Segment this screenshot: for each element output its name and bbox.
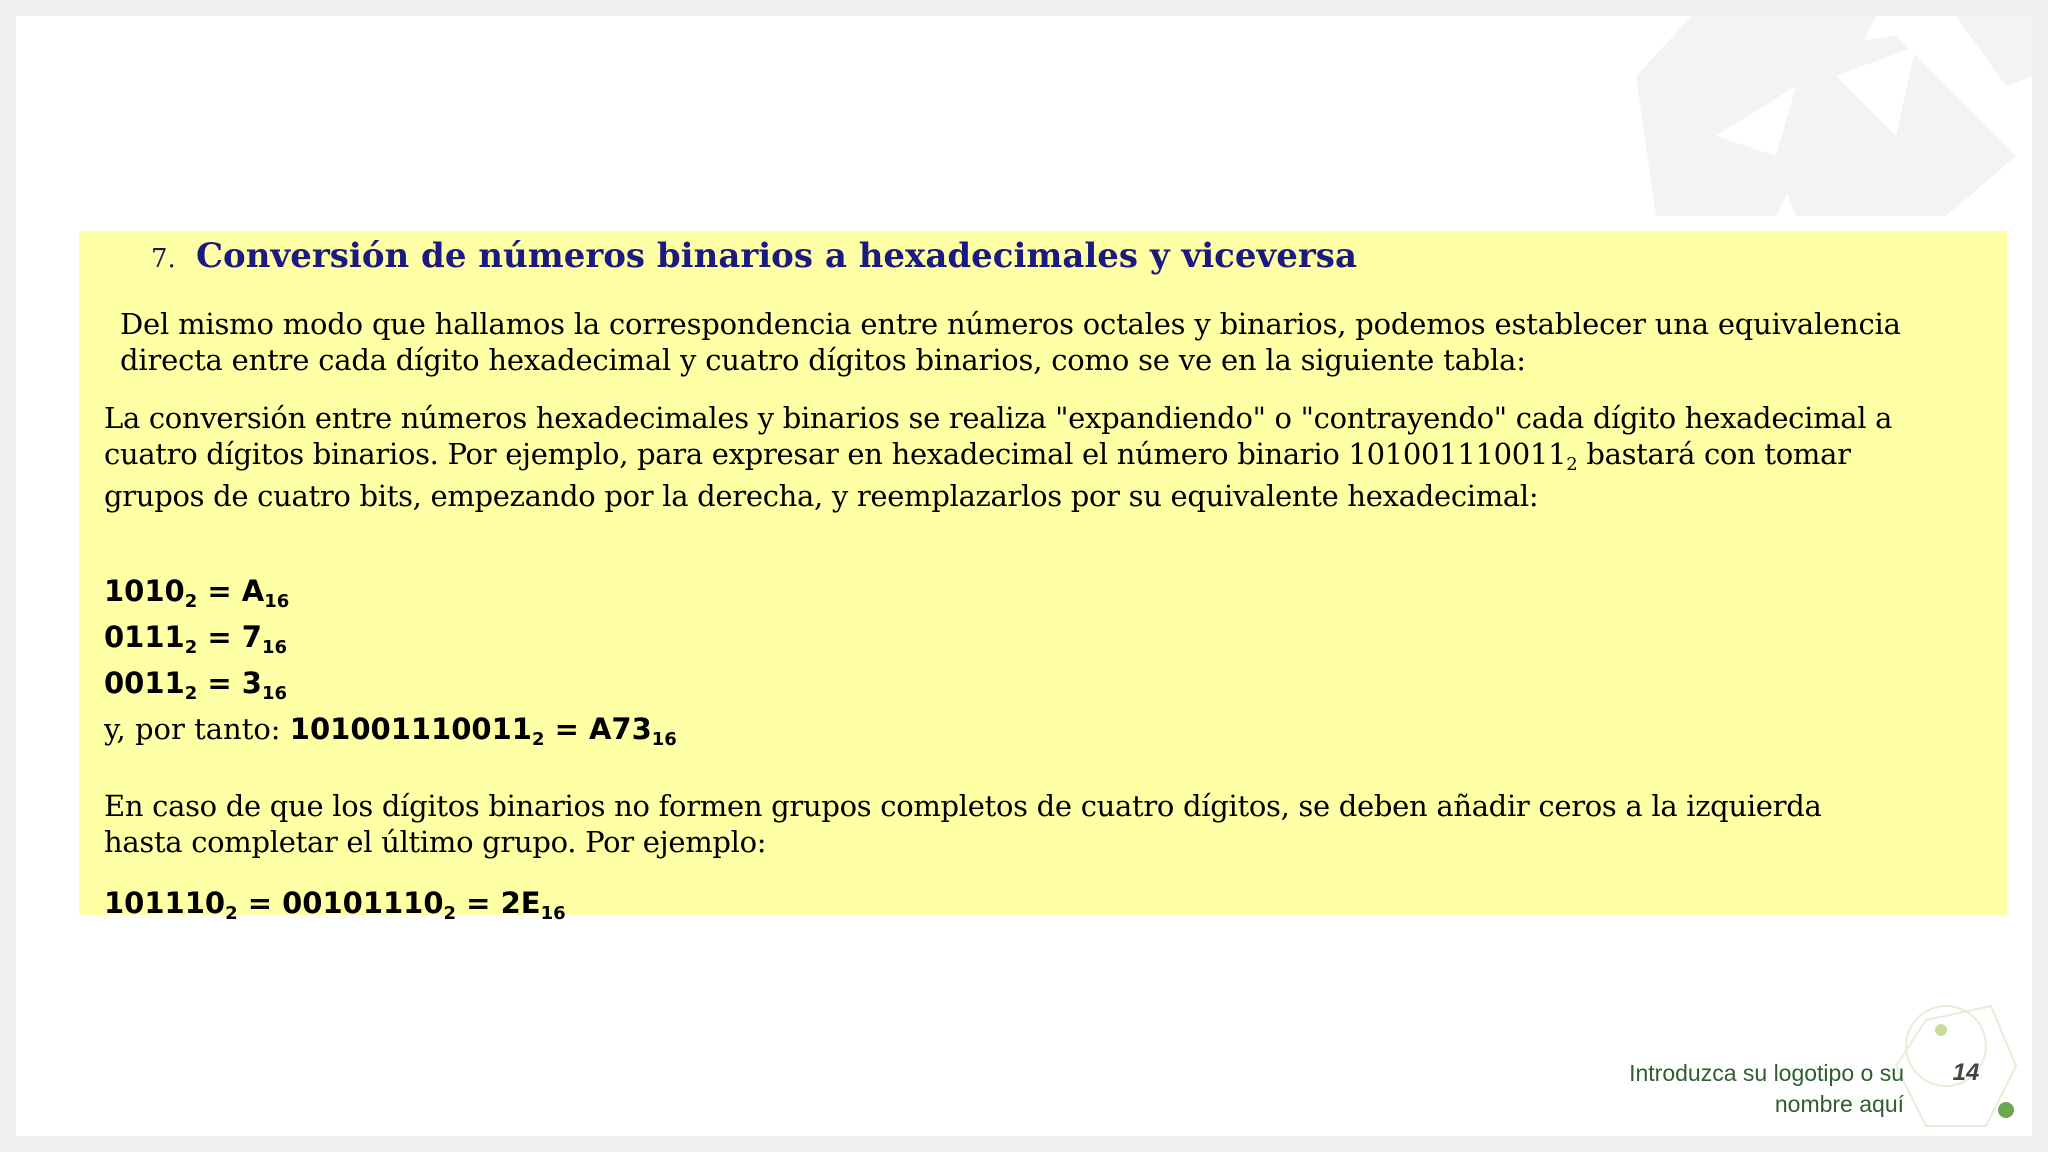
intro-line-2: directa entre cada dígito hexadecimal y cuatro dígitos binarios, como se ve en la siguiente tabla: xyxy=(120,343,1526,377)
logo-placeholder-text: Introduzca su logotipo o su nombre aquí xyxy=(1629,1060,1904,1117)
conversion-line-2: cuatro dígitos binarios. Por ejemplo, para expresar en hexadecimal el número binario $101001110011_2$ bastará con tomar xyxy=(104,437,1851,475)
equation-row: $1010_2 = A_{16}$ xyxy=(104,574,290,612)
conversion-line-3: grupos de cuatro bits, empezando por la derecha, y reemplazarlos por su equivalente hexadecimal: xyxy=(104,479,1539,513)
example-row: $101110_2 = 00101110_2 = 2E_{16}$ xyxy=(104,886,566,924)
intro-paragraph xyxy=(120,306,2000,378)
padding-line-1: En caso de que los dígitos binarios no formen grupos completos de cuatro dígitos, se deben añadir ceros a la izquierda xyxy=(104,789,1822,823)
padding-paragraph xyxy=(104,788,2004,860)
equation-row: $0111_2 = 7_{16}$ xyxy=(104,620,287,658)
accent-dot-large xyxy=(1998,1102,2014,1118)
accent-dot-small xyxy=(1935,1024,1947,1036)
conversion-line-1: La conversión entre números hexadecimales y binarios se realiza "expandiendo" o "contrayendo" cada dígito hexadecimal a xyxy=(104,401,1893,435)
padding-line-2: hasta completar el último grupo. Por ejemplo: xyxy=(104,825,767,859)
page-number: 14 xyxy=(1952,1059,1980,1086)
section-heading: Conversión de números binarios a hexadecimales y viceversa xyxy=(196,236,1357,276)
result-row: y, por tanto: $101001110011_2 = A73_{16}$ xyxy=(104,712,677,750)
intro-line-1: Del mismo modo que hallamos la correspondencia entre números octales y binarios, podemos establecer una equivalencia xyxy=(120,307,1901,341)
heading-number: 7. xyxy=(151,244,176,274)
equation-row: $0011_2 = 3_{16}$ xyxy=(104,666,287,704)
slide xyxy=(16,16,2032,1136)
conversion-paragraph xyxy=(104,400,2004,514)
